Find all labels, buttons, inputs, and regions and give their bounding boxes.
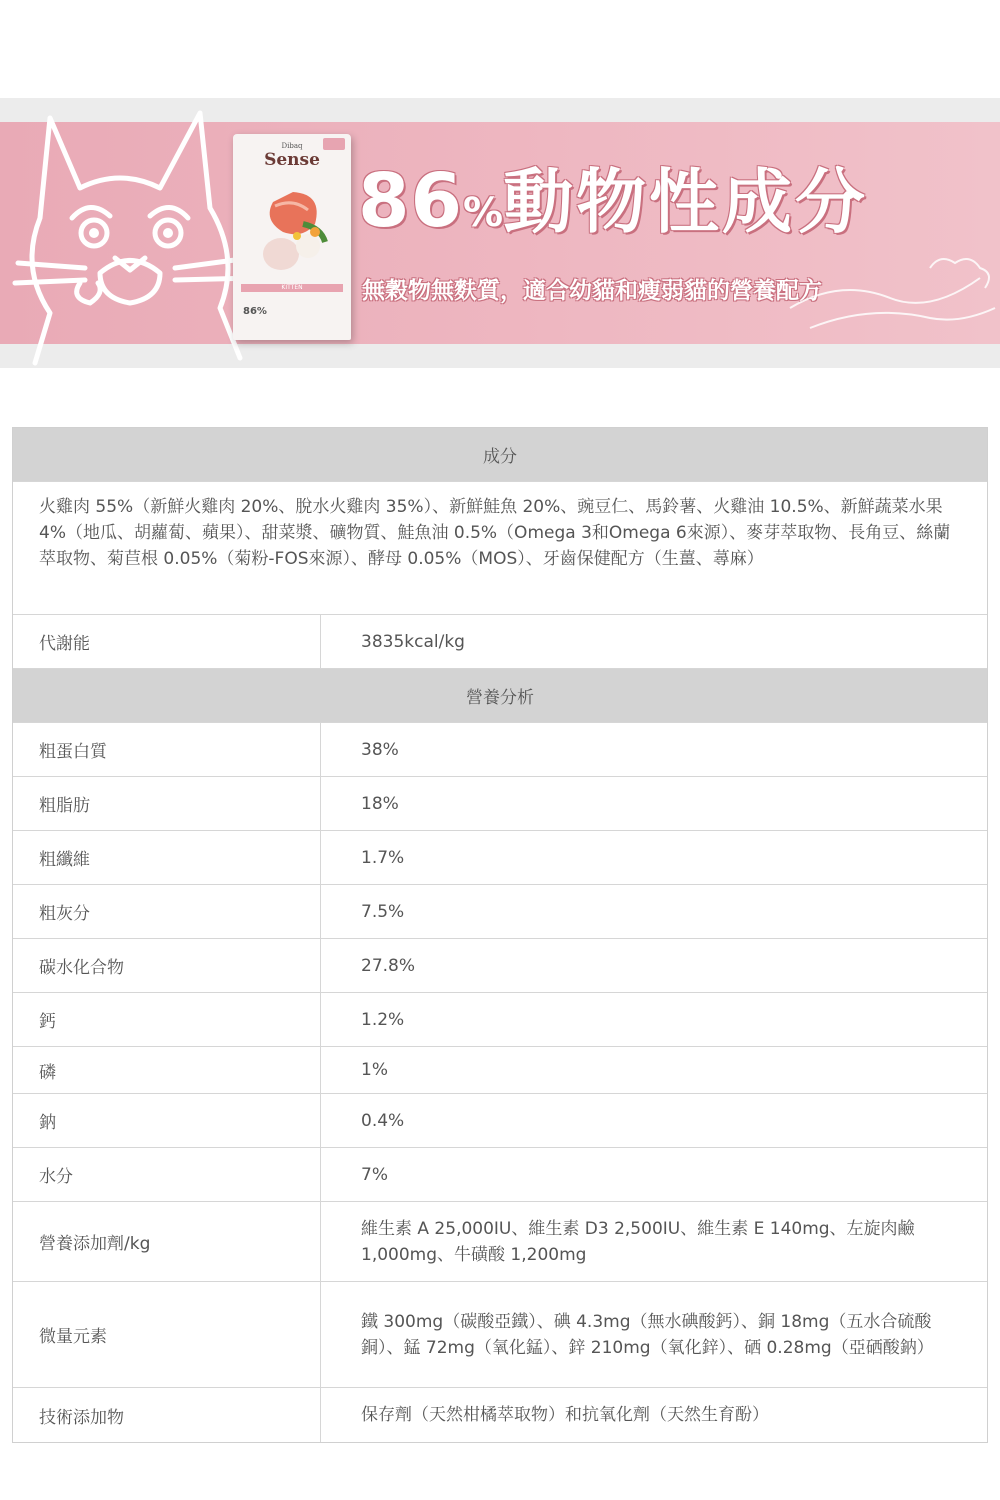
bag-food-photo-icon [253, 184, 333, 276]
row-value: 1.2% [361, 1009, 405, 1030]
row-label: 粗纖維 [13, 831, 321, 884]
row-value: 1% [361, 1060, 388, 1080]
row-label: 微量元素 [13, 1282, 321, 1387]
nutrition-table [12, 427, 988, 1443]
row-label: 粗灰分 [13, 885, 321, 938]
row-value: 0.4% [361, 1110, 405, 1131]
bag-percent: 86% [243, 306, 267, 317]
headline-percent: % [462, 190, 504, 236]
bag-brand: Sense [264, 150, 320, 170]
product-bag-image [233, 134, 351, 340]
row-label: 碳水化合物 [13, 939, 321, 992]
row-value: 7% [361, 1164, 388, 1185]
table-row [13, 1202, 987, 1282]
row-value: 38% [361, 739, 399, 760]
row-value: 鐵 300mg（碳酸亞鐵）、碘 4.3mg（無水碘酸鈣）、銅 18mg（五水合硫酸銅）、錳 72mg（氧化錳）、鋅 210mg（氧化鋅）、硒 0.28mg（亞硒酸鈉） [361, 1311, 934, 1358]
energy-value: 3835kcal/kg [361, 631, 465, 652]
table-row [13, 1047, 987, 1094]
ingredients-header: 成分 [483, 447, 517, 467]
table-row [13, 1388, 987, 1442]
analysis-header-row [13, 669, 987, 723]
ingredients-header-row [13, 428, 987, 482]
bag-variant-band [241, 284, 343, 292]
row-label: 營養添加劑/kg [13, 1202, 321, 1281]
ingredients-text: 火雞肉 55%（新鮮火雞肉 20%、脫水火雞肉 35%）、新鮮鮭魚 20%、豌豆仁、馬鈴薯、火雞油 10.5%、新鮮蔬菜水果 4%（地瓜、胡蘿蔔、蘋果）、甜菜漿、礦物質、鮭魚油 0.5%（Omega 3和Omega 6來源）、麥芽萃取物、長角豆、絲蘭萃取物、菊苣根 0.05%（菊粉-FOS來源）、酵母 0.05%（MOS）、牙齒保健配方（生薑、蕁麻） [13, 482, 987, 615]
table-row [13, 777, 987, 831]
row-label: 磷 [13, 1047, 321, 1093]
cat-illustration-icon [10, 98, 260, 368]
row-value: 27.8% [361, 955, 416, 976]
row-value: 18% [361, 793, 399, 814]
table-row [13, 723, 987, 777]
table-row [13, 1282, 987, 1388]
banner-subtitle: 無穀物無麩質，適合幼貓和瘦弱貓的營養配方 [362, 278, 822, 304]
row-value: 1.7% [361, 847, 405, 868]
row-label: 技術添加物 [13, 1388, 321, 1442]
row-value: 保存劑（天然柑橘萃取物）和抗氧化劑（天然生育酚） [361, 1405, 769, 1425]
row-label: 水分 [13, 1148, 321, 1201]
table-row [13, 993, 987, 1047]
table-row-energy [13, 615, 987, 669]
table-row [13, 1148, 987, 1202]
row-value: 維生素 A 25,000IU、維生素 D3 2,500IU、維生素 E 140mg、左旋肉鹼 1,000mg、牛磺酸 1,200mg [361, 1218, 915, 1265]
banner-headline [358, 158, 869, 244]
row-label: 粗蛋白質 [13, 723, 321, 776]
decorative-swirl-icon [780, 248, 1000, 344]
energy-label: 代謝能 [13, 615, 321, 668]
table-row [13, 831, 987, 885]
table-row [13, 885, 987, 939]
table-row [13, 939, 987, 993]
headline-text: 動物性成分 [503, 161, 869, 243]
hero-banner [0, 98, 1000, 368]
bag-brand-small: Dibaq [281, 142, 303, 150]
row-value: 7.5% [361, 901, 405, 922]
table-row [13, 1094, 987, 1148]
bag-variant: KITTEN [281, 284, 303, 291]
headline-number: 86 [358, 158, 463, 244]
analysis-header: 營養分析 [466, 688, 534, 708]
row-label: 鈣 [13, 993, 321, 1046]
row-label: 鈉 [13, 1094, 321, 1147]
row-label: 粗脂肪 [13, 777, 321, 830]
